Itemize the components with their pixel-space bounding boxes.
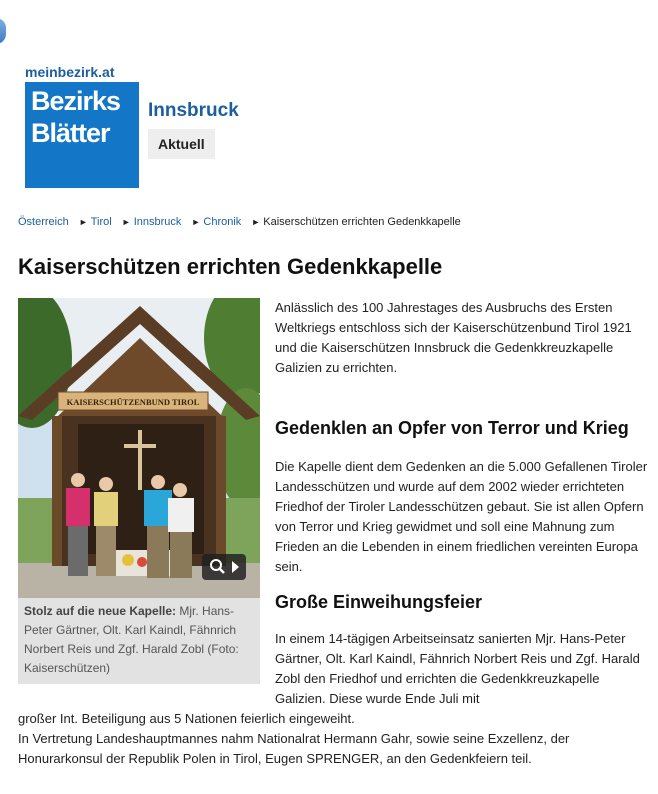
section-heading-gedenken: Gedenklen an Opfer von Terror und Krieg	[275, 418, 629, 438]
nav-aktuell-button[interactable]: Aktuell	[148, 129, 215, 159]
article-photo[interactable]	[18, 298, 260, 598]
photo-caption	[18, 598, 260, 684]
chapel-sign-text: KAISERSCHÜTZENBUND TIROL	[66, 397, 200, 407]
caption-bold: Stolz auf die neue Kapelle:	[24, 604, 177, 618]
magnifier-icon	[202, 554, 246, 580]
chevron-right-icon: ►	[78, 217, 88, 227]
breadcrumb-chronik[interactable]: Chronik	[203, 216, 242, 228]
caption-text: Mjr. Hans-Peter Gärtner, Olt. Karl Kaindl, Fähnrich Norbert Reis und Zgf. Harald Zobl (Foto: Kaiserschützen)	[24, 604, 239, 675]
article-intro: Anlässlich des 100 Jahrestages des Ausbruchs des Ersten Weltkriegs entschloss sich der Kaiserschützenbund Tirol 1921 und die Kaiserschützen Innsbruck die Gedenkkreuzkapelle Galizien zu errichten.	[275, 300, 632, 375]
chevron-right-icon: ►	[121, 217, 131, 227]
article-paragraph-3: In Vertretung Landeshauptmannes nahm Nationalrat Hermann Gahr, sowie seine Exzellenz, der Honurarkonsul der Republik Polen in Tirol, Eugen SPRENGER, an den Gedenkfeiern teil.	[18, 731, 570, 766]
region-title[interactable]: Innsbruck	[148, 100, 239, 121]
logo-line-2: Blätter	[31, 118, 110, 148]
photo-zoom-button[interactable]	[202, 554, 246, 580]
article-title: Kaiserschützen errichten Gedenkkapelle	[18, 254, 443, 279]
article-paragraph-1: Die Kapelle dient dem Gedenken an die 5.000 Gefallenen Tiroler Landesschützen und wurde auf dem 2002 wieder errichteten Friedhof der Tiroler Landesschützen gebaut. Sie ist allen Opfern von Terror und Krieg gewidmet und soll eine Mahnung zum Frieden an die Lebenden in einem friedlichen vereinten Europa sein.	[275, 459, 648, 574]
site-name[interactable]: meinbezirk.at	[25, 64, 115, 80]
article-paragraph-2: In einem 14-tägigen Arbeitseinsatz sanierten Mjr. Hans-Peter Gärtner, Olt. Karl Kaindl, Fähnrich Norbert Reis und Zgf. Harald Zobl den Friedhof und errichten die Gedenkkreuzkapelle Galizien. Diese wurde Ende Juli mit	[275, 631, 640, 706]
chapel-photo-illustration	[18, 298, 260, 598]
bezirksblaetter-logo[interactable]	[25, 82, 139, 188]
article-paragraph-2-end: großer Int. Beteiligung aus 5 Nationen feierlich eingeweiht.	[18, 711, 355, 726]
chevron-right-icon: ►	[251, 217, 261, 227]
chevron-right-icon: ►	[191, 217, 201, 227]
section-heading-einweihung: Große Einweihungsfeier	[275, 592, 483, 612]
breadcrumb-tirol[interactable]: Tirol	[90, 216, 112, 228]
browser-corner-icon	[0, 18, 6, 44]
logo-line-1: Bezirks	[31, 86, 121, 116]
breadcrumb-current: Kaiserschützen errichten Gedenkkapelle	[263, 216, 461, 228]
breadcrumb-oesterreich[interactable]: Österreich	[18, 216, 69, 228]
breadcrumb	[18, 216, 461, 228]
breadcrumb-innsbruck[interactable]: Innsbruck	[133, 216, 182, 228]
